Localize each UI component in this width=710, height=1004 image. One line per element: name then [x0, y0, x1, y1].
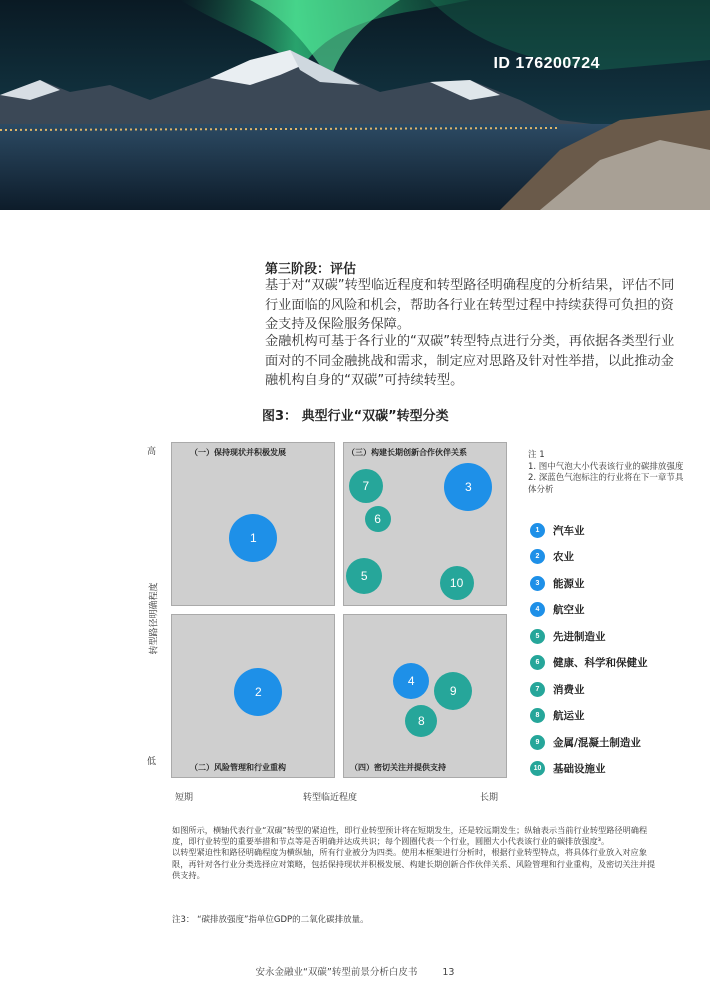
legend-item — [530, 676, 700, 703]
legend-label: 先进制造业 — [553, 630, 606, 643]
notes-line-2: 2. 深蓝色气泡标注的行业将在下一章节具体分析 — [528, 473, 684, 495]
footnote: 注3： “碳排放强度”指单位GDP的二氧化碳排放量。 — [172, 915, 369, 925]
legend-item — [530, 570, 700, 597]
figure-title: 图3： 典型行业“双碳”转型分类 — [262, 409, 449, 424]
x-axis-title: 转型临近程度 — [303, 793, 358, 803]
legend-label: 航运业 — [553, 710, 585, 723]
quadrant-1-label: （一）保持现状并积极发展 — [190, 448, 286, 457]
bubble-7: 7 — [349, 469, 383, 503]
legend — [530, 517, 700, 782]
description-paragraph-1: 如图所示，横轴代表行业“双碳”转型的紧迫性，即行业转型预计将在短期发生，还是较远期发生；纵轴表示当前行业转型路径明确程度，即行业转型的重要举措和节点等是否明确并达成共识；每个圆圈代表一个行业，圆圈大小代表该行业的碳排放强度³。 — [172, 825, 648, 847]
body-paragraph-2: 金融机构可基于各行业的“双碳”转型特点进行分类，再依据各类型行业面对的不同金融挑战和需求，制定应对思路及针对性举措，以此推动金融机构自身的“双碳”可持续转型。 — [265, 334, 675, 388]
x-axis-low-label: 短期 — [175, 793, 194, 803]
legend-item — [530, 623, 700, 650]
legend-number-badge: 8 — [530, 708, 545, 723]
description-paragraph-2: 以转型紧迫性和路径明确程度为横纵轴，所有行业被分为四类。使用本框架进行分析时，根据行业转型特点，将具体行业放入对应象限，再针对各行业分类选择应对策略，包括保持现状并积极发展、构建长期创新合作伙伴关系、风险管理和行业重构，及密切关注并提供支持。 — [172, 847, 656, 880]
image-id-label: ID 176200724 — [493, 55, 600, 72]
legend-label: 汽车业 — [553, 524, 585, 537]
legend-label: 航空业 — [553, 604, 585, 617]
legend-item — [530, 650, 700, 677]
section-title: 第三阶段：评估 — [265, 262, 357, 277]
legend-item — [530, 756, 700, 783]
bubble-6: 6 — [365, 506, 391, 532]
figure-description — [172, 825, 660, 881]
legend-number-badge: 7 — [530, 682, 545, 697]
legend-item — [530, 597, 700, 624]
notes-title: 注 1 — [528, 450, 545, 460]
legend-item — [530, 517, 700, 544]
aurora-landscape-image — [0, 0, 710, 210]
body-paragraph-1: 基于对“双碳”转型临近程度和转型路径明确程度的分析结果，评估不同行业面临的风险和机会，帮助各行业在转型过程中持续获得可负担的资金支持及保险服务保障。 — [265, 278, 675, 332]
quadrant-4-label: （四）密切关注并提供支持 — [350, 763, 446, 772]
y-axis-low-label: 低 — [145, 756, 155, 765]
legend-item — [530, 544, 700, 571]
y-axis-title: 转型路径明确程度 — [149, 582, 160, 655]
legend-label: 金属/混凝土制造业 — [553, 736, 641, 749]
hero-image — [0, 0, 710, 210]
legend-number-badge: 5 — [530, 629, 545, 644]
bubble-8: 8 — [405, 705, 437, 737]
bubble-3: 3 — [444, 463, 492, 511]
legend-label: 健康、科学和保健业 — [553, 657, 648, 670]
bubble-2: 2 — [234, 668, 282, 716]
bubble-5: 5 — [346, 558, 382, 594]
footer-title: 安永金融业“双碳”转型前景分析白皮书 — [255, 967, 418, 978]
legend-label: 基础设施业 — [553, 763, 606, 776]
page-number: 13 — [442, 967, 455, 978]
legend-item — [530, 729, 700, 756]
legend-label: 能源业 — [553, 577, 585, 590]
legend-number-badge: 9 — [530, 735, 545, 750]
bubble-1: 1 — [229, 514, 277, 562]
page-footer — [0, 964, 710, 978]
legend-item — [530, 703, 700, 730]
quadrant-2-label: （二）风险管理和行业重构 — [190, 763, 286, 772]
quadrant-3-label: （三）构建长期创新合作伙伴关系 — [347, 448, 467, 457]
bubble-10: 10 — [440, 566, 474, 600]
bubble-9: 9 — [434, 672, 472, 710]
legend-number-badge: 4 — [530, 602, 545, 617]
x-axis-high-label: 长期 — [480, 793, 499, 803]
y-axis-high-label: 高 — [145, 446, 155, 455]
quadrant-4 — [343, 614, 507, 778]
legend-number-badge: 2 — [530, 549, 545, 564]
chart-notes — [528, 450, 688, 496]
legend-number-badge: 6 — [530, 655, 545, 670]
legend-number-badge: 10 — [530, 761, 545, 776]
legend-label: 消费业 — [553, 683, 585, 696]
notes-line-1: 1. 图中气泡大小代表该行业的碳排放强度 — [528, 461, 684, 472]
legend-number-badge: 1 — [530, 523, 545, 538]
legend-number-badge: 3 — [530, 576, 545, 591]
bubble-4: 4 — [393, 663, 429, 699]
legend-label: 农业 — [553, 551, 574, 564]
